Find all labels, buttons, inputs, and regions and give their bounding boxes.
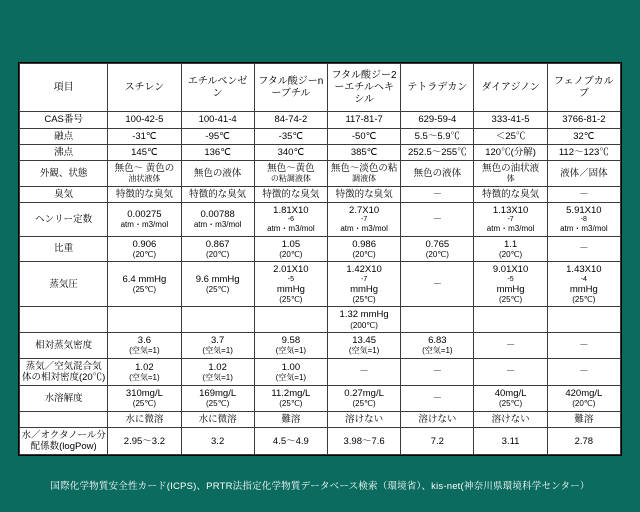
table-cell [474,186,547,202]
table-cell [327,112,400,128]
row-label [20,411,108,427]
cell-line [549,314,619,325]
cell-line: (空気=1) [275,346,307,356]
table-cell [327,236,400,262]
row-label: 臭気 [20,186,108,202]
table-cell [474,128,547,144]
table-cell [474,428,547,455]
cell-line: 9.01X10 -5 mmHg [492,264,529,295]
cell-line: － [579,188,589,200]
table-cell [401,186,474,202]
cell-line [402,314,472,325]
row-label: 相対蒸気密度 [20,333,108,359]
table-cell [401,236,474,262]
cell-line: (20℃) [132,249,156,259]
cell-line: 117-81-7 [345,114,383,126]
cell-line: 0.27mg/L [344,388,384,400]
cell-line: -50℃ [351,130,377,142]
cell-line: － [505,339,516,351]
cell-line: の粘調液体 [270,174,311,184]
table-cell [181,144,254,160]
cell-line: 1.13X10 -7 [492,204,529,224]
cell-line: 1.1 [503,238,518,250]
cell-line: (空気=1) [348,346,380,356]
table-cell [108,386,181,412]
table-cell [108,161,181,187]
header-cell-item: 項目 [20,64,108,112]
cell-line: － [505,366,516,378]
table-row [20,428,621,455]
cell-line: 溶けない [418,413,457,425]
table-cell [474,386,547,412]
cell-line: 420mg/L [565,388,603,400]
cell-line: atm・m3/mol [486,224,535,234]
table-row [20,307,621,333]
cell-line: 340℃ [277,146,305,158]
table-cell [474,333,547,359]
cell-line: (25℃) [206,399,230,409]
cell-line: (25℃) [132,399,156,409]
cell-line: 0.867 [205,238,230,250]
table-cell [254,161,327,187]
cell-line: atm・m3/mol [120,220,169,230]
table-row [20,386,621,412]
table-cell [181,358,254,385]
table-cell [401,307,474,333]
table-cell [254,144,327,160]
table-cell [108,144,181,160]
table-cell [401,128,474,144]
cell-line: 6.4 mmHg [122,274,167,286]
cell-line: 3.7 [211,335,225,347]
cell-line: (空気=1) [202,372,233,382]
cell-line: 3.98～7.6 [343,435,385,447]
table-cell [547,358,620,385]
cell-line: 0.986 [352,238,376,250]
cell-line: 調液体 [352,174,377,184]
table-cell [474,161,547,187]
table-cell [254,236,327,262]
cell-line: 5.91X10 -8 [566,204,602,224]
table-cell [181,128,254,144]
cell-line: 1.42X10 -7 mmHg [346,264,382,295]
cell-line: － [432,213,443,225]
cell-line: 溶けない [345,413,384,425]
table-cell [547,262,620,307]
table-cell [547,202,620,236]
properties-table-container [18,62,622,456]
table-header-row [20,64,621,112]
cell-line: 無色～ 黄色の [114,163,175,174]
row-label: 外観、状態 [20,161,108,187]
table-cell [108,112,181,128]
cell-line: 7.2 [430,435,444,447]
cell-line: 100-42-5 [125,114,164,126]
cell-line: 333-41-5 [491,114,530,126]
table-row [20,236,621,262]
cell-line: (25℃) [132,285,156,295]
cell-line: (空気=1) [422,346,453,356]
header-cell-dbp: フタル酸ジーnーブチル [254,64,327,112]
table-cell [547,333,620,359]
cell-line: 液体／固体 [560,167,608,179]
cell-line: 3766-81-2 [562,114,606,126]
table-cell [401,144,474,160]
header-cell-tetradecane: テトラデカン [401,64,474,112]
table-cell [254,202,327,236]
table-cell [181,186,254,202]
cell-line: － [359,366,369,378]
table-cell [401,202,474,236]
cell-line: 32℃ [573,130,595,142]
cell-line: 特徴的な臭気 [115,188,173,200]
cell-line [183,314,253,325]
table-cell [254,262,327,307]
cell-line: 1.43X10 -4 mmHg [566,264,602,295]
table-cell [254,411,327,427]
table-cell [327,386,400,412]
header-cell-fenobucarb: フェノブカルブ [547,64,620,112]
cell-line: 252.5～255℃ [408,146,467,158]
cell-line: 難溶 [281,413,301,425]
cell-line: (25℃) [572,295,596,305]
cell-line: 2.78 [574,435,594,447]
cell-line: － [579,243,589,255]
table-cell [327,333,400,359]
table-cell [327,202,400,236]
table-cell [108,128,181,144]
table-cell [181,333,254,359]
cell-line [109,314,179,325]
cell-line: -95℃ [205,130,230,142]
cell-line: (空気=1) [129,372,160,382]
row-label: 水／オクタノール分配係数(logPow) [20,428,108,455]
cell-line: 水に微溶 [125,413,164,425]
cell-line: (25℃) [352,295,376,305]
cell-line: 2.01X10 -5 mmHg [273,264,309,295]
cell-line: 1.05 [281,238,301,250]
table-cell [327,428,400,455]
cell-line: 629-59-4 [418,114,457,126]
cell-line: 無色～淡色の粘 [330,163,398,174]
cell-line: － [579,339,589,351]
table-cell [327,144,400,160]
table-cell [401,112,474,128]
cell-line: 84-74-2 [274,114,308,126]
table-cell [108,428,181,455]
cell-line: － [432,278,443,290]
table-cell [108,262,181,307]
table-cell [327,161,400,187]
table-cell [327,186,400,202]
table-cell [401,262,474,307]
cell-line: 特徴的な臭気 [482,188,540,200]
cell-line: (25℃) [352,399,376,409]
cell-line: 9.58 [281,335,301,347]
cell-line: 3.6 [137,335,151,347]
cell-line: (20℃) [425,249,449,259]
table-row [20,411,621,427]
cell-line: 1.02 [208,361,227,373]
cell-line: 145℃ [131,146,158,158]
cell-line: － [432,188,443,200]
cell-line: -31℃ [132,130,157,142]
cell-line: (25℃) [279,399,303,409]
cell-line: (200℃) [350,320,378,330]
chemical-properties-table [19,63,621,455]
cell-line: 1.00 [281,361,301,373]
cell-line: 3.2 [211,435,225,447]
table-header [20,64,621,112]
row-label: 水溶解度 [20,386,108,412]
table-row [20,161,621,187]
table-cell [108,411,181,427]
cell-line: － [579,366,589,378]
cell-line: -35℃ [278,130,304,142]
table-cell [547,428,620,455]
table-cell [254,358,327,385]
cell-line: 4.5～4.9 [272,435,309,447]
cell-line: atm・m3/mol [340,224,388,234]
cell-line: (20℃) [206,249,230,259]
cell-line: 無色の油状液 [482,163,540,174]
cell-line: 無色の液体 [193,167,242,179]
cell-line: 特徴的な臭気 [335,188,393,200]
cell-line: 0.00788 [200,208,235,220]
table-cell [254,186,327,202]
cell-line: (25℃) [498,295,523,305]
table-cell [181,386,254,412]
cell-line: (25℃) [279,295,303,305]
table-row [20,333,621,359]
cell-line: 特徴的な臭気 [262,188,320,200]
cell-line: 難溶 [574,413,594,425]
table-cell [108,307,181,333]
cell-line: 3.11 [501,435,520,447]
cell-line: 0.00275 [127,208,162,220]
cell-line: 2.7X10 -7 [349,204,380,224]
table-cell [547,236,620,262]
cell-line: 9.6 mmHg [195,274,240,286]
source-note: 国際化学物質安全性カード(ICPS)、PRTR法指定化学物質データベース検索（環境省）、kis-net(神奈川県環境科学センター） [50,481,590,492]
cell-line: 無色～黄色 [267,163,315,174]
cell-line: 水に微溶 [198,413,237,425]
table-cell [327,128,400,144]
table-cell [181,161,254,187]
table-cell [181,236,254,262]
table-row [20,112,621,128]
cell-line: 1.81X10 -6 [273,204,309,224]
cell-line: 体 [506,174,515,184]
header-cell-diazinon: ダイアジノン [474,64,547,112]
cell-line: 40mg/L [494,388,527,400]
table-cell [254,307,327,333]
table-cell [254,333,327,359]
table-cell [547,128,620,144]
cell-line: atm・m3/mol [267,224,315,234]
cell-line: 0.765 [425,238,450,250]
header-cell-dehp: フタル酸ジー2ーエチルヘキシル [327,64,400,112]
cell-line: (20℃) [572,399,596,409]
row-label: 比重 [20,236,108,262]
cell-line: 2.95～3.2 [123,435,165,447]
table-cell [108,333,181,359]
cell-line: (25℃) [206,285,230,295]
table-cell [401,161,474,187]
cell-line: 溶けない [491,413,530,425]
table-cell [547,307,620,333]
row-label: 融点 [20,128,108,144]
table-cell [401,333,474,359]
cell-line: atm・m3/mol [193,220,242,230]
table-cell [181,112,254,128]
table-row [20,144,621,160]
table-cell [547,144,620,160]
cell-line: (25℃) [498,399,523,409]
table-cell [401,386,474,412]
cell-line: 6.83 [428,335,447,347]
cell-line: 無色の液体 [413,167,462,179]
table-cell [547,161,620,187]
cell-line: (空気=1) [129,346,160,356]
table-cell [547,386,620,412]
cell-line: 5.5～5.9℃ [414,130,461,142]
cell-line [475,314,545,325]
table-cell [327,307,400,333]
table-cell [474,144,547,160]
table-row [20,358,621,385]
row-label [20,307,108,333]
table-cell [254,428,327,455]
table-cell [474,262,547,307]
cell-line: 169mg/L [199,388,237,400]
cell-line: (空気=1) [275,372,307,382]
cell-line: (20℃) [498,249,523,259]
table-cell [108,202,181,236]
cell-line: atm・m3/mol [560,224,608,234]
table-cell [401,358,474,385]
cell-line: 112～123℃ [558,146,609,158]
table-cell [401,428,474,455]
table-row [20,128,621,144]
row-label: 沸点 [20,144,108,160]
table-cell [547,112,620,128]
header-cell-styrene: スチレン [108,64,181,112]
table-cell [547,186,620,202]
table-cell [181,411,254,427]
cell-line: 1.02 [135,361,154,373]
cell-line: 13.45 [352,335,376,347]
table-cell [181,202,254,236]
table-cell [547,411,620,427]
table-cell [254,112,327,128]
cell-line: ＜25℃ [495,130,526,142]
table-cell [108,358,181,385]
cell-line: 385℃ [350,146,378,158]
table-cell [474,236,547,262]
cell-line: 310mg/L [125,388,163,400]
table-cell [474,307,547,333]
table-cell [254,128,327,144]
cell-line: 136℃ [204,146,231,158]
cell-line: (空気=1) [202,346,233,356]
table-cell [108,236,181,262]
cell-line: (20℃) [279,249,303,259]
table-cell [181,428,254,455]
cell-line: 100-41-4 [198,114,237,126]
header-cell-ethylbenzene: エチルベンゼン [181,64,254,112]
cell-line: 特徴的な臭気 [189,188,247,200]
table-cell [327,262,400,307]
table-cell [108,186,181,202]
table-cell [254,386,327,412]
cell-line: 1.32 mmHg [339,309,389,321]
table-body [20,112,621,455]
table-cell [474,358,547,385]
row-label: 蒸気圧 [20,262,108,307]
cell-line: － [432,392,443,404]
table-row [20,262,621,307]
table-cell [181,262,254,307]
table-cell [474,202,547,236]
cell-line: 11.2mg/L [271,388,311,400]
row-label: 蒸気／空気混合気体の相対密度(20℃) [20,358,108,385]
table-cell [401,411,474,427]
cell-line: － [432,366,443,378]
cell-line [256,314,326,325]
cell-line: 0.906 [132,238,157,250]
table-cell [474,112,547,128]
table-cell [181,307,254,333]
cell-line: (20℃) [352,249,376,259]
cell-line: 油状液体 [128,174,161,184]
cell-line: 120℃(分解) [485,146,536,158]
table-cell [327,411,400,427]
table-cell [327,358,400,385]
table-row [20,186,621,202]
table-row [20,202,621,236]
table-cell [474,411,547,427]
row-label: ヘンリー定数 [20,202,108,236]
row-label: CAS番号 [20,112,108,128]
